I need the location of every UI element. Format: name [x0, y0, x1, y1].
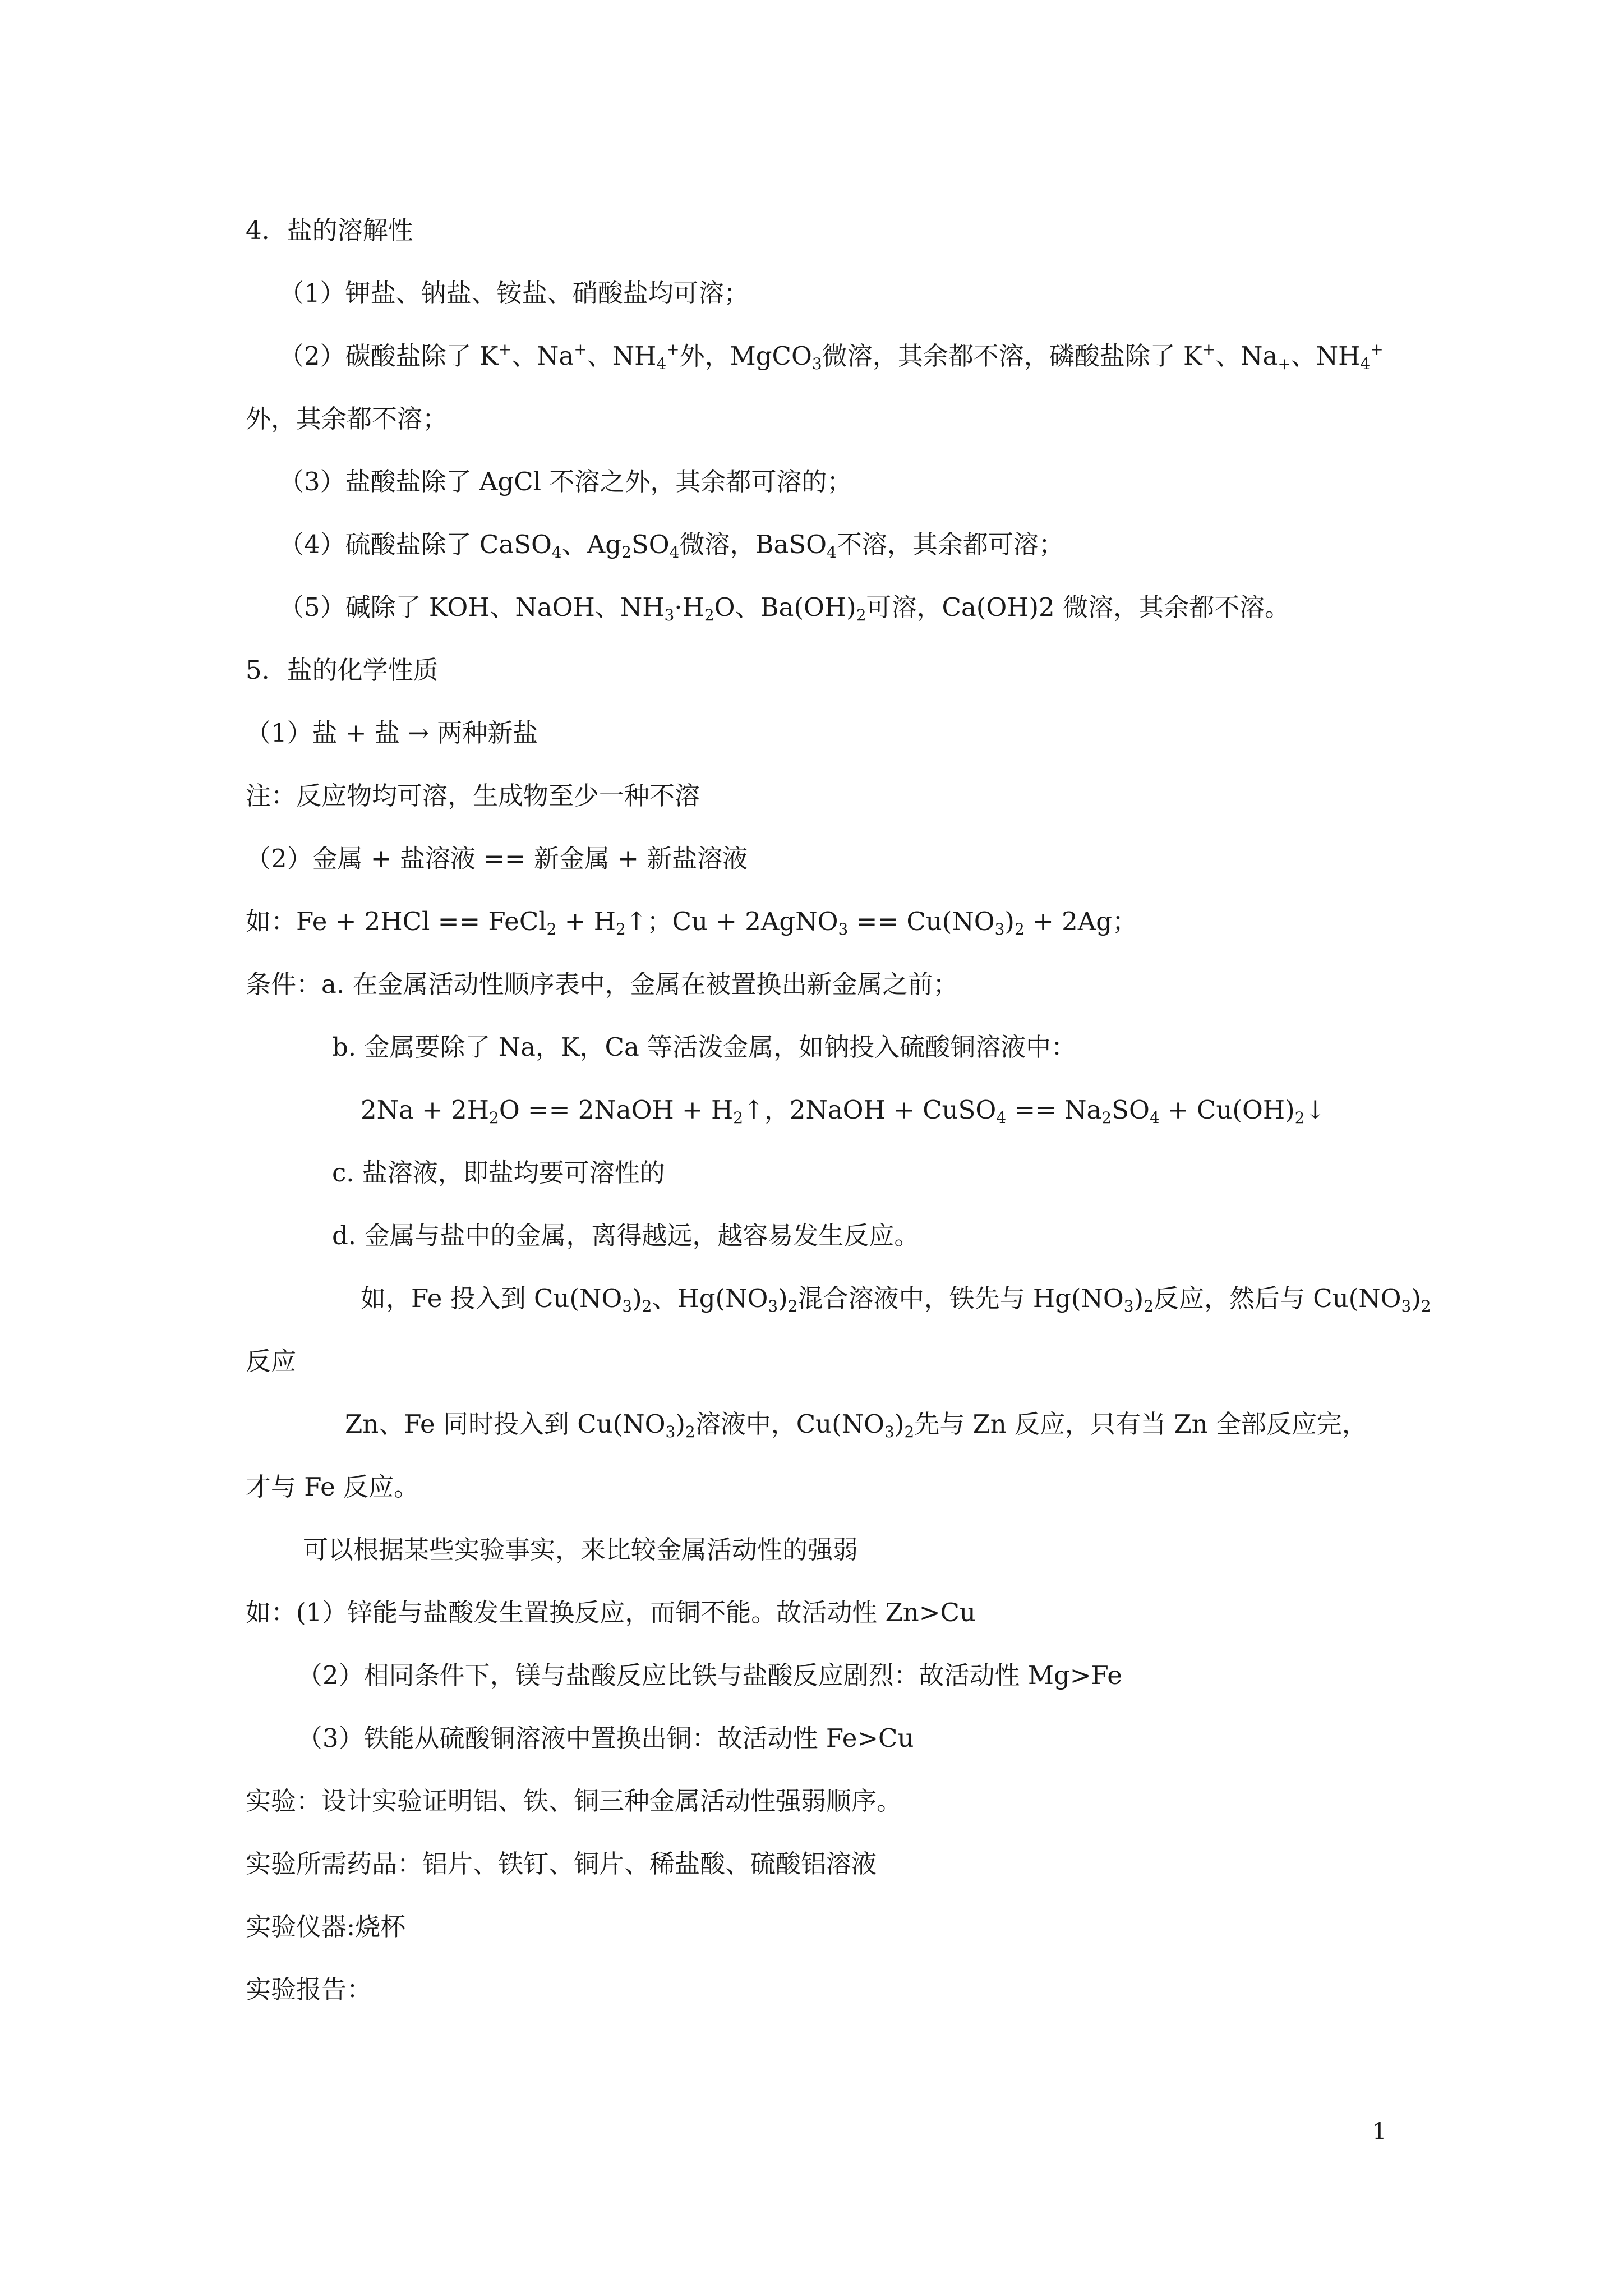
- zinc-example-continued: 才与 Fe 反应。: [246, 1472, 419, 1502]
- compare-item-1: 如：(1）锌能与盐酸发生置换反应，而铜不能。故活动性 Zn>Cu: [246, 1598, 976, 1627]
- experiment-line: 实验：设计实验证明铝、铁、铜三种金属活动性强弱顺序。: [246, 1786, 902, 1816]
- reaction-rule-2: （2）金属 + 盐溶液 == 新金属 + 新盐溶液: [246, 844, 748, 873]
- reaction-note: 注：反应物均可溶，生成物至少一种不溶: [246, 781, 700, 811]
- solubility-item-1: （1）钾盐、钠盐、铵盐、硝酸盐均可溶；: [279, 278, 749, 308]
- reagents-line: 实验所需药品：铝片、铁钉、铜片、稀盐酸、硫酸铝溶液: [246, 1849, 877, 1879]
- report-line: 实验报告：: [246, 1975, 372, 2004]
- solubility-item-2: （2）碳酸盐除了 K+、Na+、$NH_4^+$外，MgCO$_3$微溶，其余都不溶，磷酸盐除了 K+、$Na_+$、$NH_4^+$: [279, 340, 1384, 373]
- condition-b: b. 金属要除了 Na，K，Ca 等活泼金属，如钠投入硫酸铜溶液中：: [332, 1032, 1077, 1062]
- compare-intro: 可以根据某些实验事实，来比较金属活动性的强弱: [303, 1535, 859, 1565]
- page-number: 1: [1372, 2119, 1387, 2145]
- condition-d: d. 金属与盐中的金属，离得越远，越容易发生反应。: [332, 1221, 920, 1250]
- solubility-item-5: （5）碱除了 KOH、NaOH、$NH_3\cdot H_2O$、$Ba(OH)_2$可溶，Ca(OH)2 微溶，其余都不溶。: [279, 592, 1290, 624]
- reaction-example: 如：Fe + 2HCl == FeCl$_2$ + $H_2↑$；Cu + 2AgNO$_3$ == $Cu(NO_3)_2 + 2Ag$；: [246, 907, 1138, 938]
- iron-example: 如，Fe 投入到 $Cu(NO_3)_2$、$Hg(NO_3)_2$混合溶液中，铁先与 $Hg(NO_3)_2$反应，然后与 $Cu(NO_3)_2$: [361, 1283, 1431, 1315]
- zinc-example: Zn、Fe 同时投入到 $Cu(NO_3)_2$溶液中，$Cu(NO_3)_2$先与 Zn 反应，只有当 Zn 全部反应完，: [345, 1409, 1367, 1441]
- compare-item-3: （3）铁能从硫酸铜溶液中置换出铜：故活动性 Fe>Cu: [297, 1723, 914, 1753]
- solubility-item-4: （4）硫酸盐除了 CaSO$_4$、$Ag_2SO_4$微溶，BaSO$_4$不溶，其余都可溶；: [279, 530, 1064, 562]
- iron-example-continued: 反应: [246, 1346, 297, 1376]
- condition-a: 条件：a. 在金属活动性顺序表中，金属在被置换出新金属之前；: [246, 969, 958, 999]
- condition-c: c. 盐溶液，即盐均要可溶性的: [332, 1158, 665, 1188]
- section-5-title: 5．盐的化学性质: [246, 655, 439, 685]
- reaction-rule-1: （1）盐 + 盐 → 两种新盐: [246, 718, 538, 748]
- compare-item-2: （2）相同条件下，镁与盐酸反应比铁与盐酸反应剧烈：故活动性 Mg>Fe: [297, 1660, 1122, 1690]
- section-4-title: 4．盐的溶解性: [246, 215, 413, 245]
- apparatus-line: 实验仪器:烧杯: [246, 1912, 406, 1941]
- solubility-item-2-continued: 外，其余都不溶；: [246, 404, 448, 434]
- solubility-item-3: （3）盐酸盐除了 AgCl 不溶之外，其余都可溶的；: [279, 467, 852, 496]
- sodium-equation: $2Na + 2H_2O$ == 2NaOH + $H_2↑$，2NaOH + CuSO$_4$ == $Na_2SO_4$ + $Cu(OH)_2↓$: [361, 1095, 1326, 1127]
